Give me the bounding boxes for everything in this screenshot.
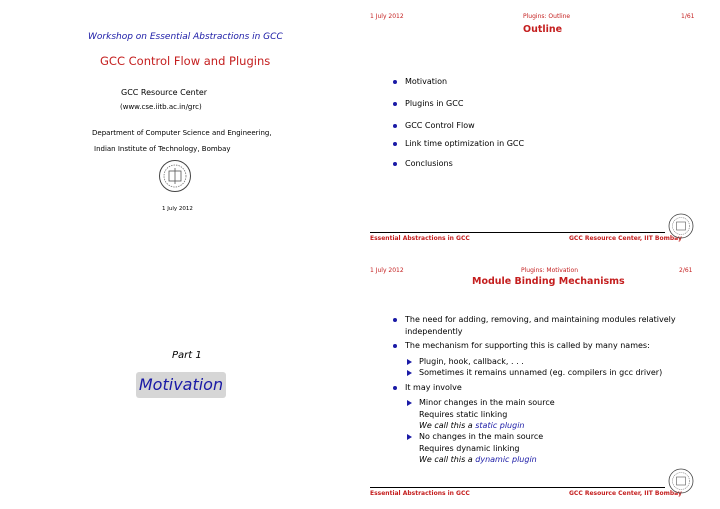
s1-heading: Outline <box>523 24 563 35</box>
s2-date: 1 July 2012 <box>370 267 404 274</box>
s1-item: Link time optimization in GCC <box>393 139 524 148</box>
bullet-icon <box>393 162 397 166</box>
part-title: Motivation <box>136 372 226 398</box>
title: GCC Control Flow and Plugins <box>100 54 271 68</box>
s2-footer-rule <box>370 487 665 488</box>
s2-section: Plugins: Motivation <box>521 267 579 274</box>
s2-footer-right: GCC Resource Center, IIT Bombay <box>569 490 682 497</box>
bullet-icon <box>393 386 397 390</box>
triangle-bullet-icon <box>407 359 412 365</box>
s2-static-plugin: We call this a static plugin <box>419 421 525 430</box>
bullet-icon <box>393 344 397 348</box>
s2-static-linking: Requires static linking <box>419 410 508 419</box>
resource-center: GCC Resource Center <box>121 88 208 97</box>
bullet-icon <box>393 318 397 322</box>
institute: Indian Institute of Technology, Bombay <box>94 145 231 153</box>
part-label: Part 1 <box>172 350 202 361</box>
s2-dynamic-linking: Requires dynamic linking <box>419 444 520 453</box>
s2-sub-nochange: No changes in the main source <box>407 432 543 441</box>
s1-item: GCC Control Flow <box>393 121 475 130</box>
title-date: 1 July 2012 <box>162 206 193 212</box>
s1-footer-left: Essential Abstractions in GCC <box>370 235 470 242</box>
iit-logo-icon <box>668 468 694 494</box>
s1-section: Plugins: Outline <box>523 13 571 20</box>
triangle-bullet-icon <box>407 400 412 406</box>
s1-footer-right: GCC Resource Center, IIT Bombay <box>569 235 682 242</box>
s1-date: 1 July 2012 <box>370 13 404 20</box>
s2-dynamic-plugin: We call this a dynamic plugin <box>419 455 537 464</box>
s2-bullet-need-cont: independently <box>405 327 463 336</box>
bullet-icon <box>393 80 397 84</box>
iit-logo-icon <box>158 159 192 193</box>
triangle-bullet-icon <box>407 370 412 376</box>
triangle-bullet-icon <box>407 434 412 440</box>
s1-item: Motivation <box>393 77 447 86</box>
s2-sub-plugin: Plugin, hook, callback, . . . <box>407 357 524 366</box>
s2-sub-unnamed: Sometimes it remains unnamed (eg. compilers in gcc driver) <box>407 368 662 377</box>
bullet-icon <box>393 102 397 106</box>
bullet-icon <box>393 124 397 128</box>
s2-bullet-need: The need for adding, removing, and maintaining modules relatively <box>393 315 676 324</box>
s2-heading: Module Binding Mechanisms <box>472 276 625 287</box>
s1-item: Plugins in GCC <box>393 99 463 108</box>
s1-footer-rule <box>370 232 665 233</box>
s2-page: 2/61 <box>679 267 693 274</box>
workshop-name: Workshop on Essential Abstractions in GCC <box>88 32 283 42</box>
s2-bullet-involve: It may involve <box>393 383 462 392</box>
s1-page: 1/61 <box>681 13 695 20</box>
iit-logo-icon <box>668 213 694 239</box>
s1-item: Conclusions <box>393 159 453 168</box>
department: Department of Computer Science and Engineering, <box>92 129 272 137</box>
s2-footer-left: Essential Abstractions in GCC <box>370 490 470 497</box>
bullet-icon <box>393 142 397 146</box>
s2-sub-minor: Minor changes in the main source <box>407 398 555 407</box>
s2-bullet-mechanism: The mechanism for supporting this is called by many names: <box>393 341 650 350</box>
url: (www.cse.iitb.ac.in/grc) <box>120 103 202 111</box>
